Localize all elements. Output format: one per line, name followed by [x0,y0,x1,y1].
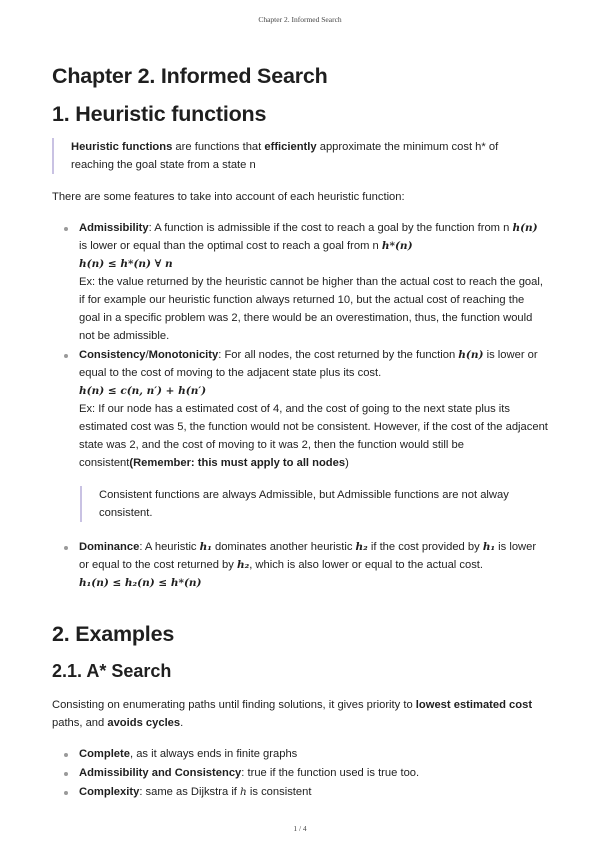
item-text: : A heuristic [139,541,200,553]
term-admissibility: Admissibility [79,222,149,234]
list-item-admissibility-consistency [52,764,548,782]
formula-dominance: h₁(n) ≤ h₂(n) ≤ h*(n) [79,577,202,589]
math-h1: h₁ [199,541,212,553]
term-complexity: Complexity [79,786,140,798]
para-text: Consisting on enumerating paths until finding solutions, it gives priority to [52,699,416,711]
item-text: is lower or equal to the cost returned by [79,541,537,571]
list-item-admissibility [52,219,548,345]
formula-admissibility: h(n) ≤ h*(n) ∀ n [79,258,173,270]
running-header: Chapter 2. Informed Search [258,15,342,24]
chapter-title: Chapter 2. Informed Search [52,64,328,88]
example-consistency [79,400,548,472]
intro-paragraph: There are some features to take into account of each heuristic function: [52,191,405,203]
emphasis-avoids-cycles: avoids cycles [107,717,181,729]
emphasis-lowest-estimated-cost: lowest estimated cost [415,699,533,711]
consistency-note-quote: Consistent functions are always Admissible, but Admissible functions are not alway consistent. [80,486,544,522]
item-text: : same as Dijkstra if [139,786,241,798]
math-h-n: h(n) [512,222,538,234]
item-text: is lower or equal than the optimal cost to reach a goal from n [79,240,382,252]
item-text: : true if the function used is true too. [241,767,420,779]
page-number: 1 / 4 [293,824,307,833]
term-consistency: Consistency [79,349,146,361]
bullet-icon [64,791,68,795]
para-text: . [180,717,184,729]
a-star-paragraph [52,696,548,732]
example-text: Ex: If our node has a estimated cost of 4, and the cost of going to the next state plus its estimated cost was 5, the function would not be consistent. However, if the cost of the adjacent state was 2, and the cost of moving to it was 2, then the function would still be consistent [79,403,548,469]
features-list [52,219,548,473]
math-h-n: h(n) [458,349,484,361]
item-text: is lower or equal to the cost of moving to the adjacent state plus its cost. [79,349,538,379]
term-complete: Complete [79,748,130,760]
quote-text: are functions that [172,141,265,153]
bullet-icon [64,546,68,550]
subsection-heading-a-star: 2.1. A* Search [52,661,172,681]
item-text: is consistent [246,786,312,798]
term-dominance: Dominance [79,541,140,553]
quote-text: approximate the minimum cost h* of reaching the goal state from a state n [71,141,499,171]
quote-term: Heuristic functions [71,141,173,153]
a-star-properties-list [52,745,548,802]
item-text: dominates another heuristic [211,541,356,553]
bullet-icon [64,354,68,358]
math-h-star-n: h*(n) [381,240,413,252]
section-heading-examples: 2. Examples [52,622,175,646]
bullet-icon [64,227,68,231]
definition-quote [52,138,541,174]
dominance-list [52,538,548,593]
formula-consistency: h(n) ≤ c(n, n′) + h(n′) [79,385,207,397]
separator: / [145,349,149,361]
section-heading-heuristic-functions: 1. Heuristic functions [52,102,267,126]
example-admissibility: Ex: the value returned by the heuristic cannot be higher than the actual cost to reach the goal, if for example our heuristic function always returned 10, but the actual cost of reaching the goal in a specific problem was 2, there would be an overestimation, thus, the function would not be admissible. [79,276,543,342]
item-text: : A function is admissible if the cost to reach a goal by the function from n [148,222,510,234]
math-h2: h₂ [355,541,368,553]
math-h: h [240,786,247,798]
quote-emphasis: efficiently [264,141,317,153]
math-h1: h₁ [482,541,496,553]
list-item-dominance [52,538,548,592]
list-item-complexity [52,783,548,801]
term-monotonicity: Monotonicity [148,349,219,361]
closing-paren: ) [345,457,349,469]
remember-note: (Remember: this must apply to all nodes [129,457,346,469]
item-text: , which is also lower or equal to the actual cost. [249,559,484,571]
math-h2: h₂ [236,559,250,571]
list-item-complete [52,745,548,763]
bullet-icon [64,772,68,776]
term-admissibility-consistency: Admissibility and Consistency [79,767,242,779]
item-text: : For all nodes, the cost returned by the function [218,349,459,361]
para-text: paths, and [52,717,108,729]
item-text: , as it always ends in finite graphs [129,748,298,760]
item-text: if the cost provided by [367,541,483,553]
bullet-icon [64,753,68,757]
list-item-consistency [52,346,548,472]
